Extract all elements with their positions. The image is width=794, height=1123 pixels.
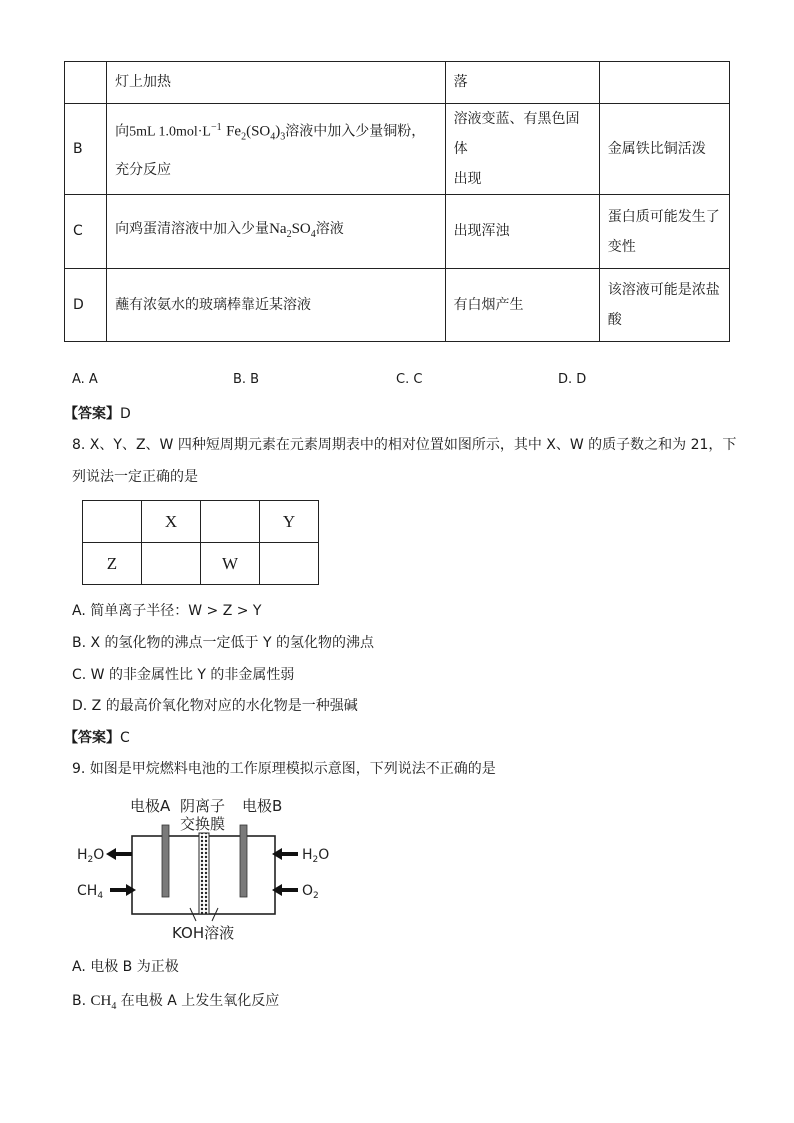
right-in-water-label: $H_2O$: [302, 847, 330, 865]
electrolyte-label: KOH溶液: [172, 924, 235, 942]
grid-cell: [83, 501, 142, 543]
grid-cell-x: X: [142, 501, 201, 543]
row-label: D: [65, 269, 107, 342]
q8-option-c: C. W 的非金属性比 Y 的非金属性弱: [72, 667, 295, 683]
left-out-label: $H_2O$: [77, 847, 105, 865]
operation-cell: 蘸有浓氨水的玻璃棒靠近某溶液: [107, 269, 446, 342]
q7-option-a: A. A: [72, 372, 98, 387]
arrow-right-in-oxygen: [272, 884, 298, 896]
electrode-a-label: 电极A: [130, 797, 171, 815]
row-label: C: [65, 195, 107, 269]
q9-option-a: A. 电极 B 为正极: [72, 959, 179, 975]
phenomenon-cell: 落: [445, 62, 599, 104]
grid-row: [83, 501, 319, 543]
q9-option-b: B. $CH_4$ 在电极 A 上发生氧化反应: [72, 993, 280, 1012]
phenomenon-cell: 溶液变蓝、有黑色固体 出现: [445, 104, 599, 195]
phenomenon-cell: 出现浑浊: [445, 195, 599, 269]
grid-cell: [142, 543, 201, 585]
electrode-a: [162, 825, 169, 897]
q8-stem-line2: 列说法一定正确的是: [72, 469, 198, 485]
left-in-label: $CH_4$: [77, 883, 104, 901]
q8-option-d: D. Z 的最高价氧化物对应的水化物是一种强碱: [72, 698, 358, 714]
row-label: [65, 62, 107, 104]
grid-cell-y: Y: [260, 501, 319, 543]
anion-exchange-membrane: [199, 833, 209, 914]
q7-option-d: D. D: [558, 372, 587, 387]
conclusion-cell: 该溶液可能是浓盐 酸: [599, 269, 729, 342]
q7-option-c: C. C: [396, 372, 423, 387]
phenomenon-cell: 有白烟产生: [445, 269, 599, 342]
electrode-b-label: 电极B: [242, 797, 283, 815]
table-row: [65, 195, 730, 269]
q8-answer: 【答案】C: [64, 730, 130, 746]
membrane-label-1: 阴离子: [180, 797, 226, 815]
periodic-table-grid: [82, 500, 319, 585]
electrode-b: [240, 825, 247, 897]
row-label: B: [65, 104, 107, 195]
grid-cell: [260, 543, 319, 585]
conclusion-cell: [599, 62, 729, 104]
q7-option-b: B. B: [233, 372, 260, 387]
arrow-left-out: [106, 848, 132, 860]
table-row: [65, 104, 730, 195]
fuel-cell-diagram: [72, 795, 342, 945]
table-row: [65, 269, 730, 342]
operation-cell: 向5mL $1.0mol\cdot L^{-1}$ $Fe_2(SO_4)_3$溶液中加入少量铜粉， 充分反应: [107, 104, 446, 195]
operation-cell: 灯上加热: [107, 62, 446, 104]
q8-option-b: B. X 的氢化物的沸点一定低于 Y 的氢化物的沸点: [72, 635, 374, 651]
conclusion-cell: 蛋白质可能发生了 变性: [599, 195, 729, 269]
experiment-table: [64, 61, 730, 342]
q9-stem: 9. 如图是甲烷燃料电池的工作原理模拟示意图，下列说法不正确的是: [72, 761, 496, 777]
right-in-oxygen-label: $O_2$: [302, 883, 319, 901]
operation-cell: 向鸡蛋清溶液中加入少量$Na_2SO_4$溶液: [107, 195, 446, 269]
grid-cell: [201, 501, 260, 543]
q7-answer: 【答案】D: [64, 406, 131, 422]
grid-row: [83, 543, 319, 585]
table-row: [65, 62, 730, 104]
q8-stem-line1: 8. X、Y、Z、W 四种短周期元素在元素周期表中的相对位置如图所示，其中 X、W 的质子数之和为 21，下: [72, 437, 737, 453]
q8-option-a: A. 简单离子半径：W > Z > Y: [72, 603, 262, 619]
conclusion-cell: 金属铁比铜活泼: [599, 104, 729, 195]
membrane-label-2: 交换膜: [180, 815, 226, 833]
grid-cell-w: W: [201, 543, 260, 585]
grid-cell-z: Z: [83, 543, 142, 585]
arrow-right-in-water: [272, 848, 298, 860]
